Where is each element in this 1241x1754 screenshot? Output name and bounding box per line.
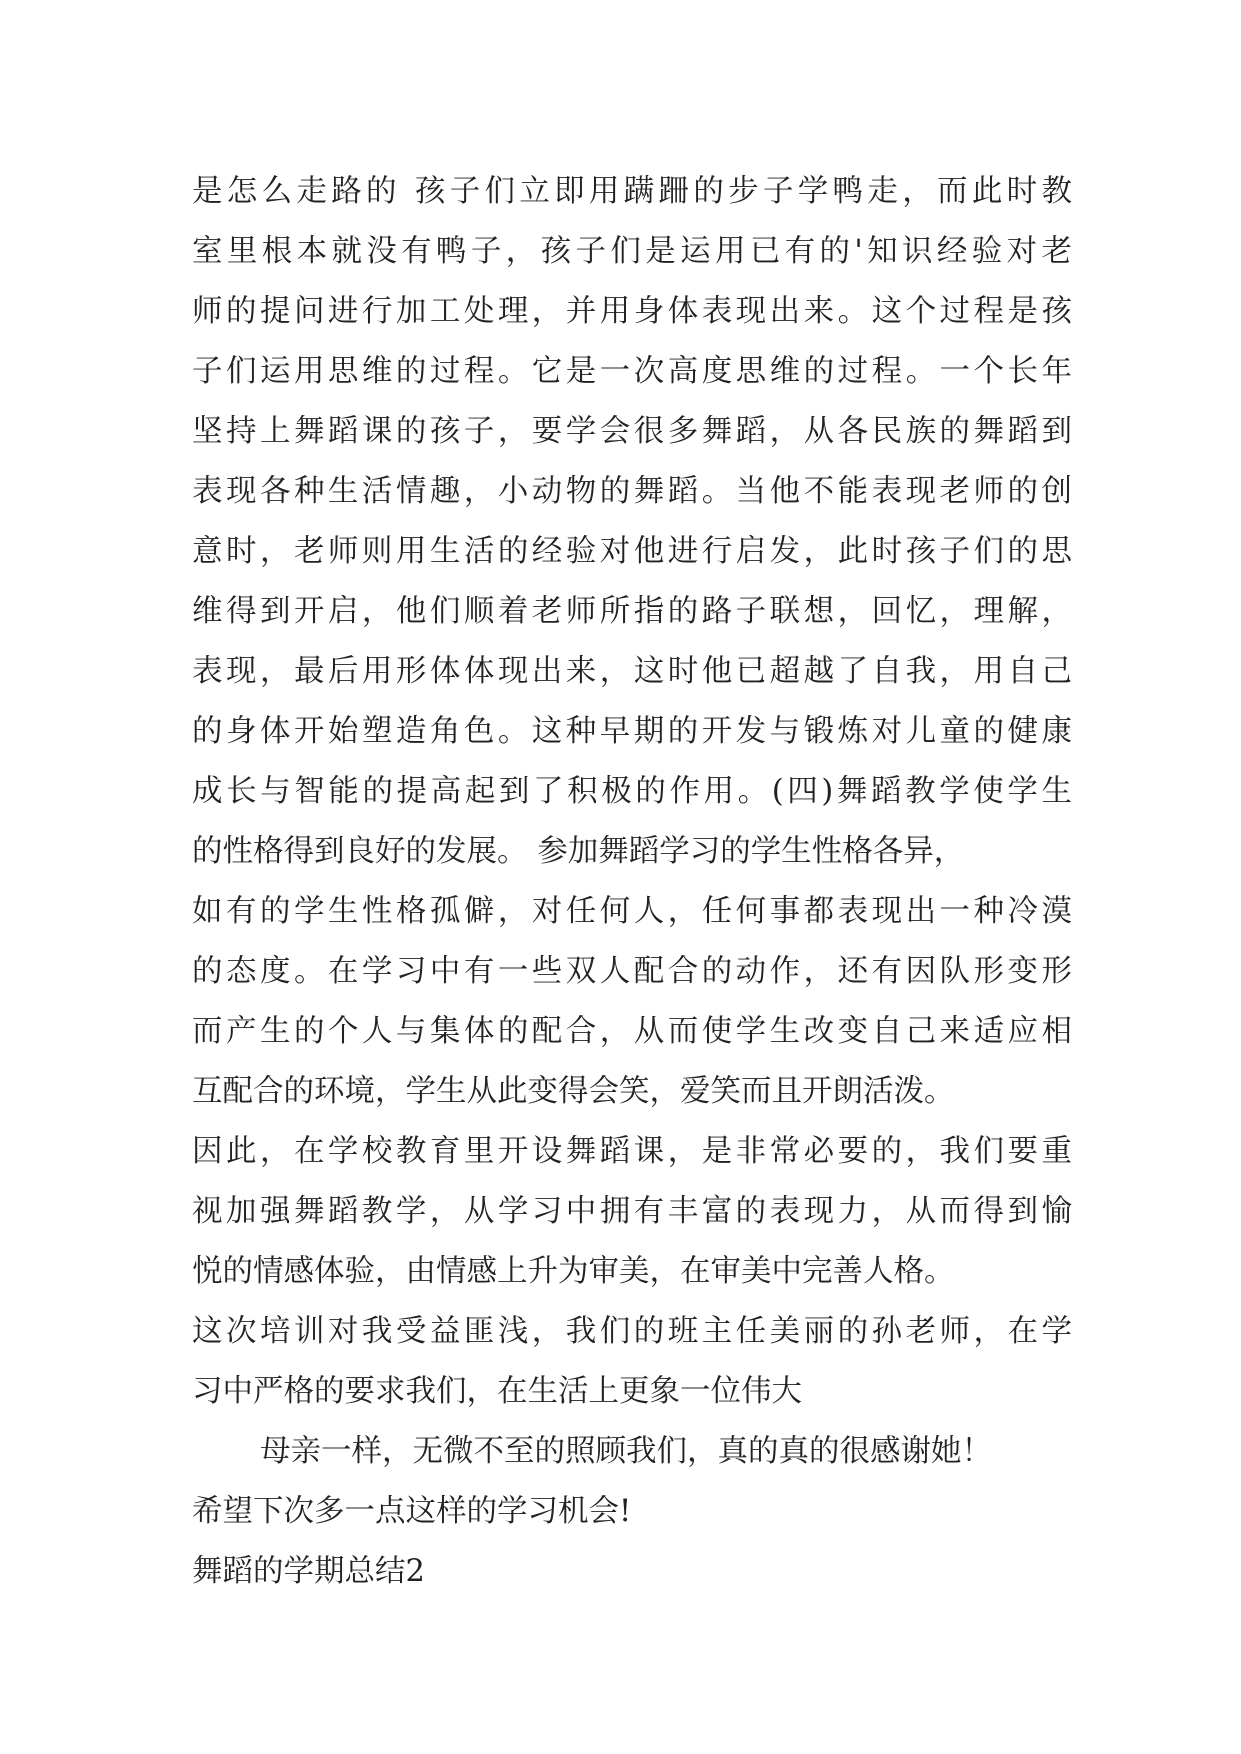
text-line: 维得到开启，他们顺着老师所指的路子联想，回忆，理解， xyxy=(192,594,1072,629)
text-line: 表现各种生活情趣，小动物的舞蹈。当他不能表现老师的创 xyxy=(192,474,1072,509)
text-line: 的态度。在学习中有一些双人配合的动作，还有因队形变形 xyxy=(192,954,1072,989)
text-line: 互配合的环境，学生从此变得会笑，爱笑而且开朗活泼。 xyxy=(192,1074,955,1109)
text-line: 坚持上舞蹈课的孩子，要学会很多舞蹈，从各民族的舞蹈到 xyxy=(192,414,1072,449)
text-line: 意时，老师则用生活的经验对他进行启发，此时孩子们的思 xyxy=(192,534,1072,569)
text-line: 是怎么走路的 孩子们立即用蹒跚的步子学鸭走，而此时教 xyxy=(192,174,1072,209)
text-line: 子们运用思维的过程。它是一次高度思维的过程。一个长年 xyxy=(192,354,1072,389)
text-line: 师的提问进行加工处理，并用身体表现出来。这个过程是孩 xyxy=(192,294,1072,329)
text-line: 希望下次多一点这样的学习机会! xyxy=(192,1494,632,1529)
document-body xyxy=(192,162,1072,1602)
text-line: 室里根本就没有鸭子，孩子们是运用已有的'知识经验对老 xyxy=(192,234,1072,269)
section-heading: 舞蹈的学期总结2 xyxy=(192,1554,425,1589)
text-line: 习中严格的要求我们，在生活上更象一位伟大 xyxy=(192,1374,802,1409)
text-line: 而产生的个人与集体的配合，从而使学生改变自己来适应相 xyxy=(192,1014,1072,1049)
text-line: 表现，最后用形体体现出来，这时他已超越了自我，用自己 xyxy=(192,654,1072,689)
text-line: 成长与智能的提高起到了积极的作用。(四)舞蹈教学使学生 xyxy=(192,774,1072,809)
text-line: 的性格得到良好的发展。 参加舞蹈学习的学生性格各异， xyxy=(192,834,965,869)
text-line: 视加强舞蹈教学，从学习中拥有丰富的表现力，从而得到愉 xyxy=(192,1194,1072,1229)
text-line: 这次培训对我受益匪浅，我们的班主任美丽的孙老师，在学 xyxy=(192,1314,1072,1349)
text-line: 悦的情感体验，由情感上升为审美，在审美中完善人格。 xyxy=(192,1254,955,1289)
text-line: 如有的学生性格孤僻，对任何人，任何事都表现出一种冷漠 xyxy=(192,894,1072,929)
text-line: 因此，在学校教育里开设舞蹈课，是非常必要的，我们要重 xyxy=(192,1134,1072,1169)
paragraph-start-line: 母亲一样，无微不至的照顾我们，真的真的很感谢她！ xyxy=(260,1434,992,1469)
text-line: 的身体开始塑造角色。这种早期的开发与锻炼对儿童的健康 xyxy=(192,714,1072,749)
